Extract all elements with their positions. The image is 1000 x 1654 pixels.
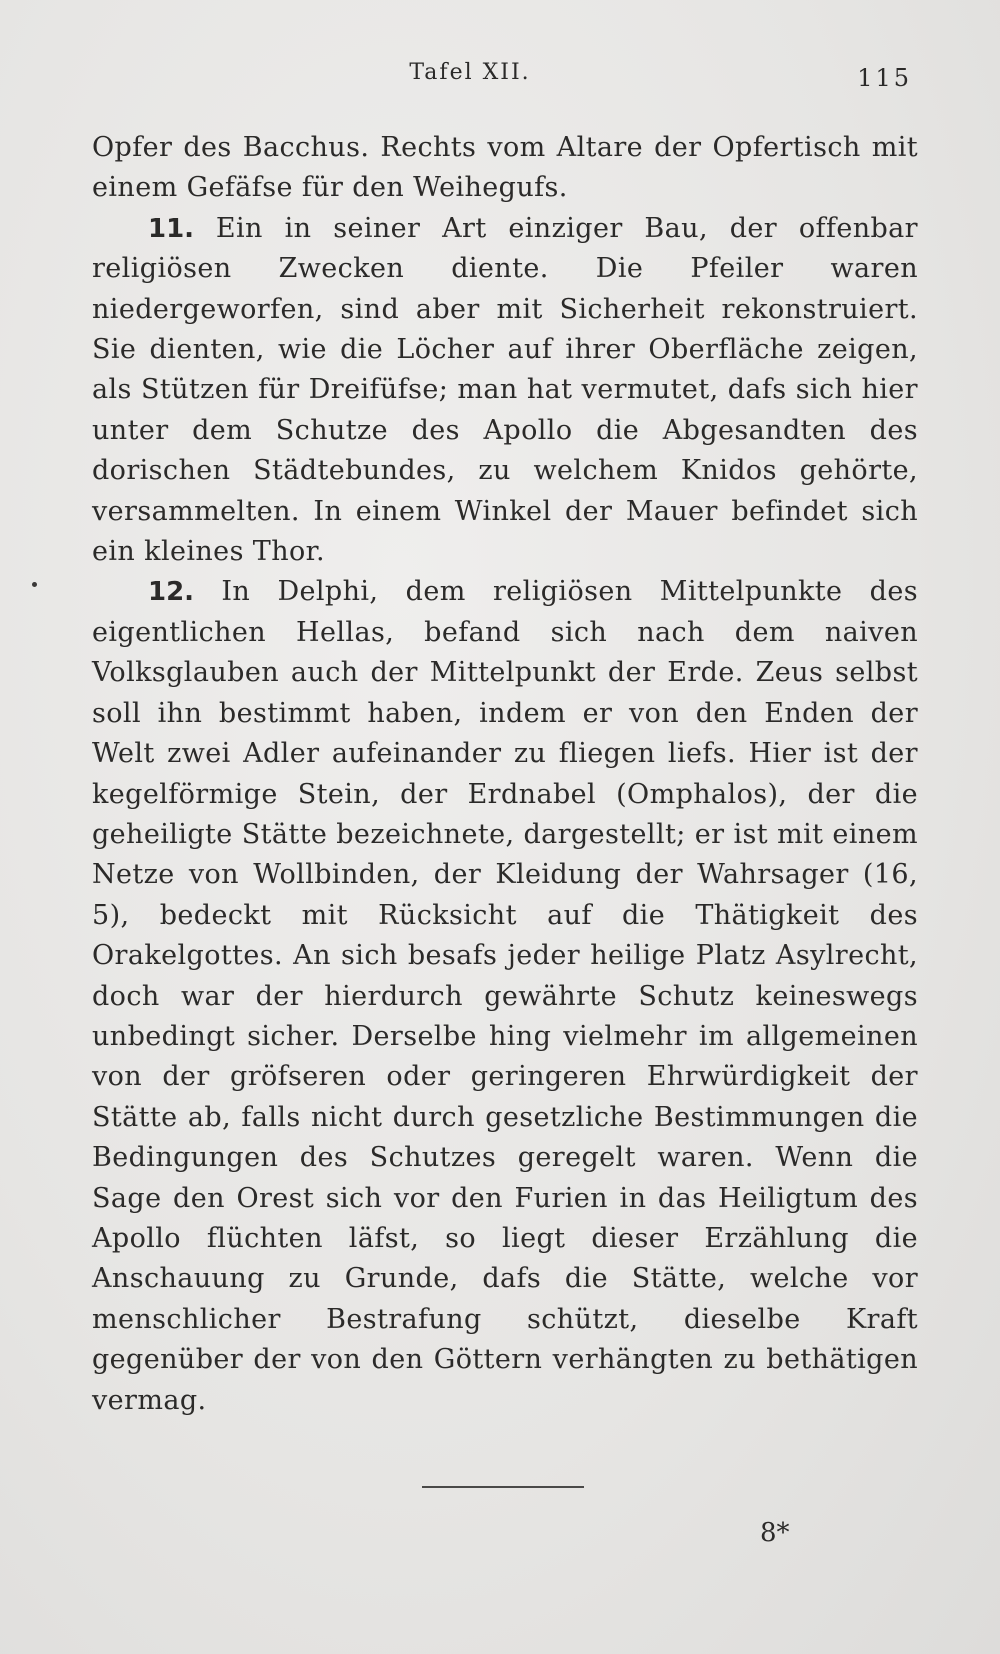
body-text xyxy=(92,128,918,1421)
item-number: 12. xyxy=(148,577,195,608)
paragraph-text: In Delphi, dem religiösen Mittelpunkte des eigentlichen Hellas, befand sich nach dem naiven Volksglauben auch der Mittelpunkt der Erde. Zeus selbst soll ihn bestimmt haben, indem er von den Enden der Welt zwei Adler aufeinander zu fliegen liefs. Hier ist der kegelförmige Stein, der Erdnabel (Omphalos), der die geheiligte Stätte bezeichnete, dargestellt; er ist mit einem Netze von Wollbinden, der Kleidung der Wahrsager (16, 5), bedeckt mit Rücksicht auf die Thätigkeit des Orakelgottes. An sich besafs jeder heilige Platz Asylrecht, doch war der hierdurch gewährte Schutz keineswegs unbedingt sicher. Derselbe hing vielmehr im allgemeinen von der gröfseren oder geringeren Ehrwürdigkeit der Stätte ab, falls nicht durch gesetzliche Bestimmungen die Bedingungen des Schutzes geregelt waren. Wenn die Sage den Orest sich vor den Furien in das Heiligtum des Apollo flüchten läfst, so liegt dieser Erzählung die Anschauung zu Grunde, dafs die Stätte, welche vor menschlicher Bestrafung schützt, dieselbe Kraft gegenüber der von den Göttern verhängten zu bethätigen vermag. xyxy=(92,576,918,1416)
footer-rule xyxy=(422,1486,584,1488)
page-number: 115 xyxy=(857,64,912,92)
paragraph-text: Ein in seiner Art einziger Bau, der offenbar religiösen Zwecken diente. Die Pfeiler waren niedergeworfen, sind aber mit Sicherheit rekonstruiert. Sie dienten, wie die Löcher auf ihrer Oberfläche zeigen, als Stützen für Dreifüfse; man hat vermutet, dafs sich hier unter dem Schutze des Apollo die Abgesandten des dorischen Städtebundes, zu welchem Knidos gehörte, versammelten. In einem Winkel der Mauer befindet sich ein kleines Thor. xyxy=(92,212,918,568)
paragraph-continuation xyxy=(92,128,918,209)
running-head xyxy=(0,60,1000,100)
paragraph-item-12 xyxy=(92,572,918,1421)
item-number: 11. xyxy=(148,213,195,244)
paragraph-item-11 xyxy=(92,209,918,573)
signature-mark: 8* xyxy=(760,1518,790,1548)
paragraph-text: Opfer des Bacchus. Rechts vom Altare der Opfertisch mit einem Gefäfse für den Weihegufs. xyxy=(92,132,918,204)
running-title: Tafel XII. xyxy=(409,60,531,85)
margin-dot xyxy=(32,582,37,587)
